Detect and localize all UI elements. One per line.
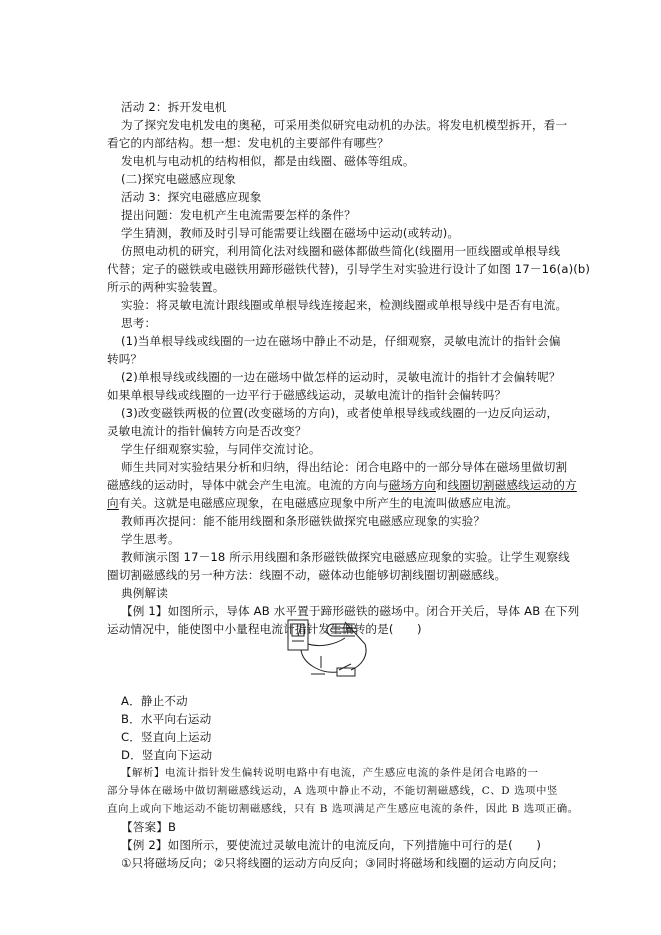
text-segment: 有关。这就是电磁感应现象，在电磁感应现象中所产生的电流叫做感应电流。: [118, 496, 519, 510]
answer-line: 【答案】B: [121, 820, 177, 834]
example-1-question: 【例 1】如图所示，导体 AB 水平置于蹄形磁铁的磁场中。闭合开关后，导体 AB 在下列: [121, 604, 580, 618]
option-d: D．竖直向下运动: [121, 748, 213, 762]
text-line: 圈切割磁感线的另一种方法：线圈不动，磁体动也能够切割线圈切割磁感线。: [107, 568, 507, 582]
text-line: 转吗？: [107, 352, 143, 366]
conductor-ab: [345, 622, 365, 644]
galvanometer-dial: [292, 624, 304, 636]
text-line: 教师再次提问：能不能用线圈和条形磁铁做探究电磁感应现象的实验？: [121, 514, 486, 528]
text-segment: 磁感线的运动时，导体中就会产生电流。电流的方向与: [107, 478, 389, 492]
text-line: 如果单根导线或线圈的一边平行于磁感线运动，灵敏电流计的指针会偏转吗？: [107, 388, 507, 402]
text-line: (2)单根导线或线圈的一边在磁场中做怎样的运动时，灵敏电流计的指针才会偏转呢？: [121, 370, 561, 384]
text-line: 仿照电动机的研究，利用简化法对线圈和磁体都做些简化(线圈用一匝线圈或单根导线: [121, 244, 561, 258]
text-line: 实验：将灵敏电流计跟线圈或单根导线连接起来，检测线圈或单根导线中是否有电流。: [121, 298, 568, 312]
circuit-figure: [281, 614, 383, 686]
text-line: 所示的两种实验装置。: [107, 280, 225, 294]
text-line: 为了探究发电机发电的奥秘，可采用类似研究电动机的办法。将发电机模型拆开，看一: [121, 118, 568, 132]
underlined-term: 向: [107, 496, 119, 510]
section-heading: (二)探究电磁感应现象: [121, 172, 237, 186]
example-2-options: ①只将磁场反向；②只将线圈的运动方向反向；③同时将磁场和线圈的运动方向反向；: [121, 856, 564, 870]
text-line: 发电机与电动机的结构相似，都是由线圈、磁体等组成。: [121, 154, 415, 168]
example-1-question: 运动情况中，能使图中小量程电流计指针发生偏转的是( ): [107, 622, 422, 636]
analysis-text: 【解析】电流计指针发生偏转说明电路中有电流，产生感应电流的条件是闭合电路的一: [121, 767, 539, 779]
text-line: (3)改变磁铁两极的位置(改变磁场的方向)，或者使单根导线或线圈的一边反向运动，: [121, 406, 559, 420]
text-line: [107, 494, 518, 512]
option-b: B．水平向右运动: [121, 712, 212, 726]
activity-2-heading: 活动 2：拆开发电机: [121, 100, 227, 114]
text-line: 灵敏电流计的指针偏转方向是否改变？: [107, 424, 307, 438]
underlined-term: 磁场方向: [388, 478, 436, 492]
text-segment: 和: [435, 478, 448, 492]
text-line: 看它的内部结构。想一想：发电机的主要部件有哪些？: [107, 136, 389, 150]
wire: [308, 638, 345, 646]
text-line: 提出问题：发电机产生电流需要怎样的条件？: [121, 208, 356, 222]
option-c: C．竖直向上运动: [121, 730, 212, 744]
text-line: [107, 476, 577, 494]
text-line: 教师演示图 17－18 所示用线圈和条形磁铁做探究电磁感应现象的实验。让学生观察线: [121, 550, 570, 564]
text-line: 学生猜测，教师及时引导可能需要让线圈在磁场中运动(或转动)。: [121, 226, 460, 240]
text-line: 学生仔细观察实验，与同伴交流讨论。: [121, 442, 321, 456]
option-a: A．静止不动: [121, 694, 188, 708]
example-2-question: 【例 2】如图所示，要使流过灵敏电流计的电流反向，下列措施中可行的是( ): [121, 838, 541, 852]
text-line: 学生思考。: [121, 532, 180, 546]
switch-lever: [339, 664, 351, 670]
wire: [351, 644, 366, 670]
activity-3-heading: 活动 3：探究电磁感应现象: [121, 190, 262, 204]
underlined-term: 线圈切割磁感线运动的方: [447, 478, 577, 492]
galvanometer-needle: [298, 626, 301, 636]
text-line: 思考：: [121, 316, 157, 330]
examples-heading: 典例解读: [121, 586, 168, 600]
text-line: (1)当单根导线或线圈的一边在磁场中静止不动是，仔细观察，灵敏电流计的指针会偏: [121, 334, 561, 348]
text-line: 代替；定子的磁铁或电磁铁用蹄形磁铁代替)，引导学生对实验进行设计了如图 17－16(a)(b): [107, 262, 591, 276]
analysis-text: 直向上或向下地运动不能切割磁感线，只有 B 选项满足产生感应电流的条件，因此 B 选项正确。: [107, 803, 579, 815]
wire: [301, 650, 337, 672]
analysis-text: 部分导体在磁场中做切割磁感线运动，A 选项中静止不动，不能切割磁感线，C、D 选项中竖: [107, 785, 559, 797]
text-line: 师生共同对实验结果分析和归纳，得出结论：闭合电路中的一部分导体在磁场里做切割: [121, 460, 568, 474]
